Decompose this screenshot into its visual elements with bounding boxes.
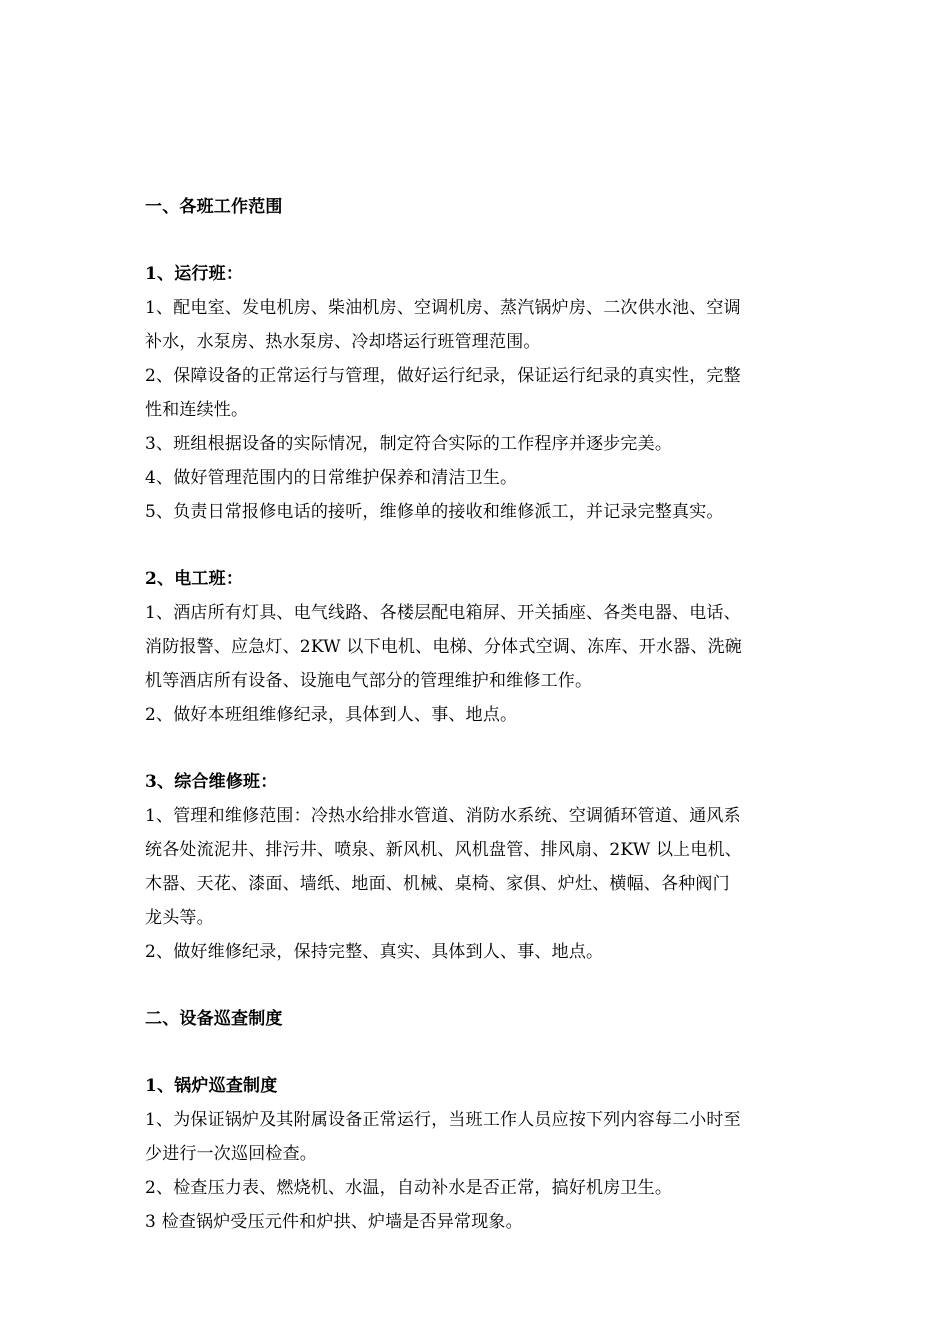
subsection-heading: 1、运行班： (145, 264, 244, 284)
paragraph-line: 机等酒店所有设备、设施电气部分的管理维护和维修工作。 (145, 671, 593, 691)
paragraph-line: 少进行一次巡回检查。 (145, 1144, 317, 1164)
paragraph-line: 统各处流泥井、排污井、喷泉、新风机、风机盘管、排风扇、2KW 以上电机、 (145, 840, 742, 860)
paragraph-line: 性和连续性。 (145, 400, 249, 420)
paragraph-line: 木器、天花、漆面、墙纸、地面、机械、桌椅、家俱、炉灶、横幅、各种阀门 (145, 874, 730, 894)
paragraph-line: 消防报警、应急灯、2KW 以下电机、电梯、分体式空调、冻库、开水器、洗碗 (145, 637, 742, 657)
paragraph-line: 3、班组根据设备的实际情况，制定符合实际的工作程序并逐步完美。 (145, 434, 673, 454)
paragraph-line: 1、酒店所有灯具、电气线路、各楼层配电箱屏、开关插座、各类电器、电话、 (145, 603, 741, 623)
paragraph-line: 龙头等。 (145, 908, 214, 928)
document-page (145, 190, 810, 1239)
spacer (145, 224, 810, 257)
paragraph-line: 1、管理和维修范围：冷热水给排水管道、消防水系统、空调循环管道、通风系 (145, 806, 741, 826)
paragraph-line: 4、做好管理范围内的日常维护保养和清洁卫生。 (145, 468, 518, 488)
paragraph-line: 2、检查压力表、燃烧机、水温，自动补水是否正常，搞好机房卫生。 (145, 1178, 673, 1198)
paragraph-line: 1、为保证锅炉及其附属设备正常运行，当班工作人员应按下列内容每二小时至 (145, 1110, 741, 1130)
spacer (145, 732, 810, 765)
spacer (145, 529, 810, 562)
paragraph-line: 1、配电室、发电机房、柴油机房、空调机房、蒸汽锅炉房、二次供水池、空调 (145, 298, 741, 318)
subsection-heading: 1、锅炉巡查制度 (145, 1076, 278, 1096)
spacer (145, 969, 810, 1002)
paragraph-line: 2、保障设备的正常运行与管理，做好运行纪录，保证运行纪录的真实性，完整 (145, 366, 741, 386)
paragraph-line: 2、做好维修纪录，保持完整、真实、具体到人、事、地点。 (145, 942, 604, 962)
paragraph-line: 2、做好本班组维修纪录，具体到人、事、地点。 (145, 705, 518, 725)
section-heading: 二、设备巡查制度 (145, 1009, 283, 1029)
subsection-heading: 2、电工班： (145, 569, 244, 589)
paragraph-line: 5、负责日常报修电话的接听，维修单的接收和维修派工，并记录完整真实。 (145, 502, 724, 522)
subsection-heading: 3、综合维修班： (145, 772, 278, 792)
spacer (145, 1036, 810, 1069)
paragraph-line: 3 检查锅炉受压元件和炉拱、炉墙是否异常现象。 (145, 1212, 523, 1232)
paragraph-line: 补水，水泵房、热水泵房、冷却塔运行班管理范围。 (145, 332, 541, 352)
section-heading: 一、各班工作范围 (145, 197, 283, 217)
